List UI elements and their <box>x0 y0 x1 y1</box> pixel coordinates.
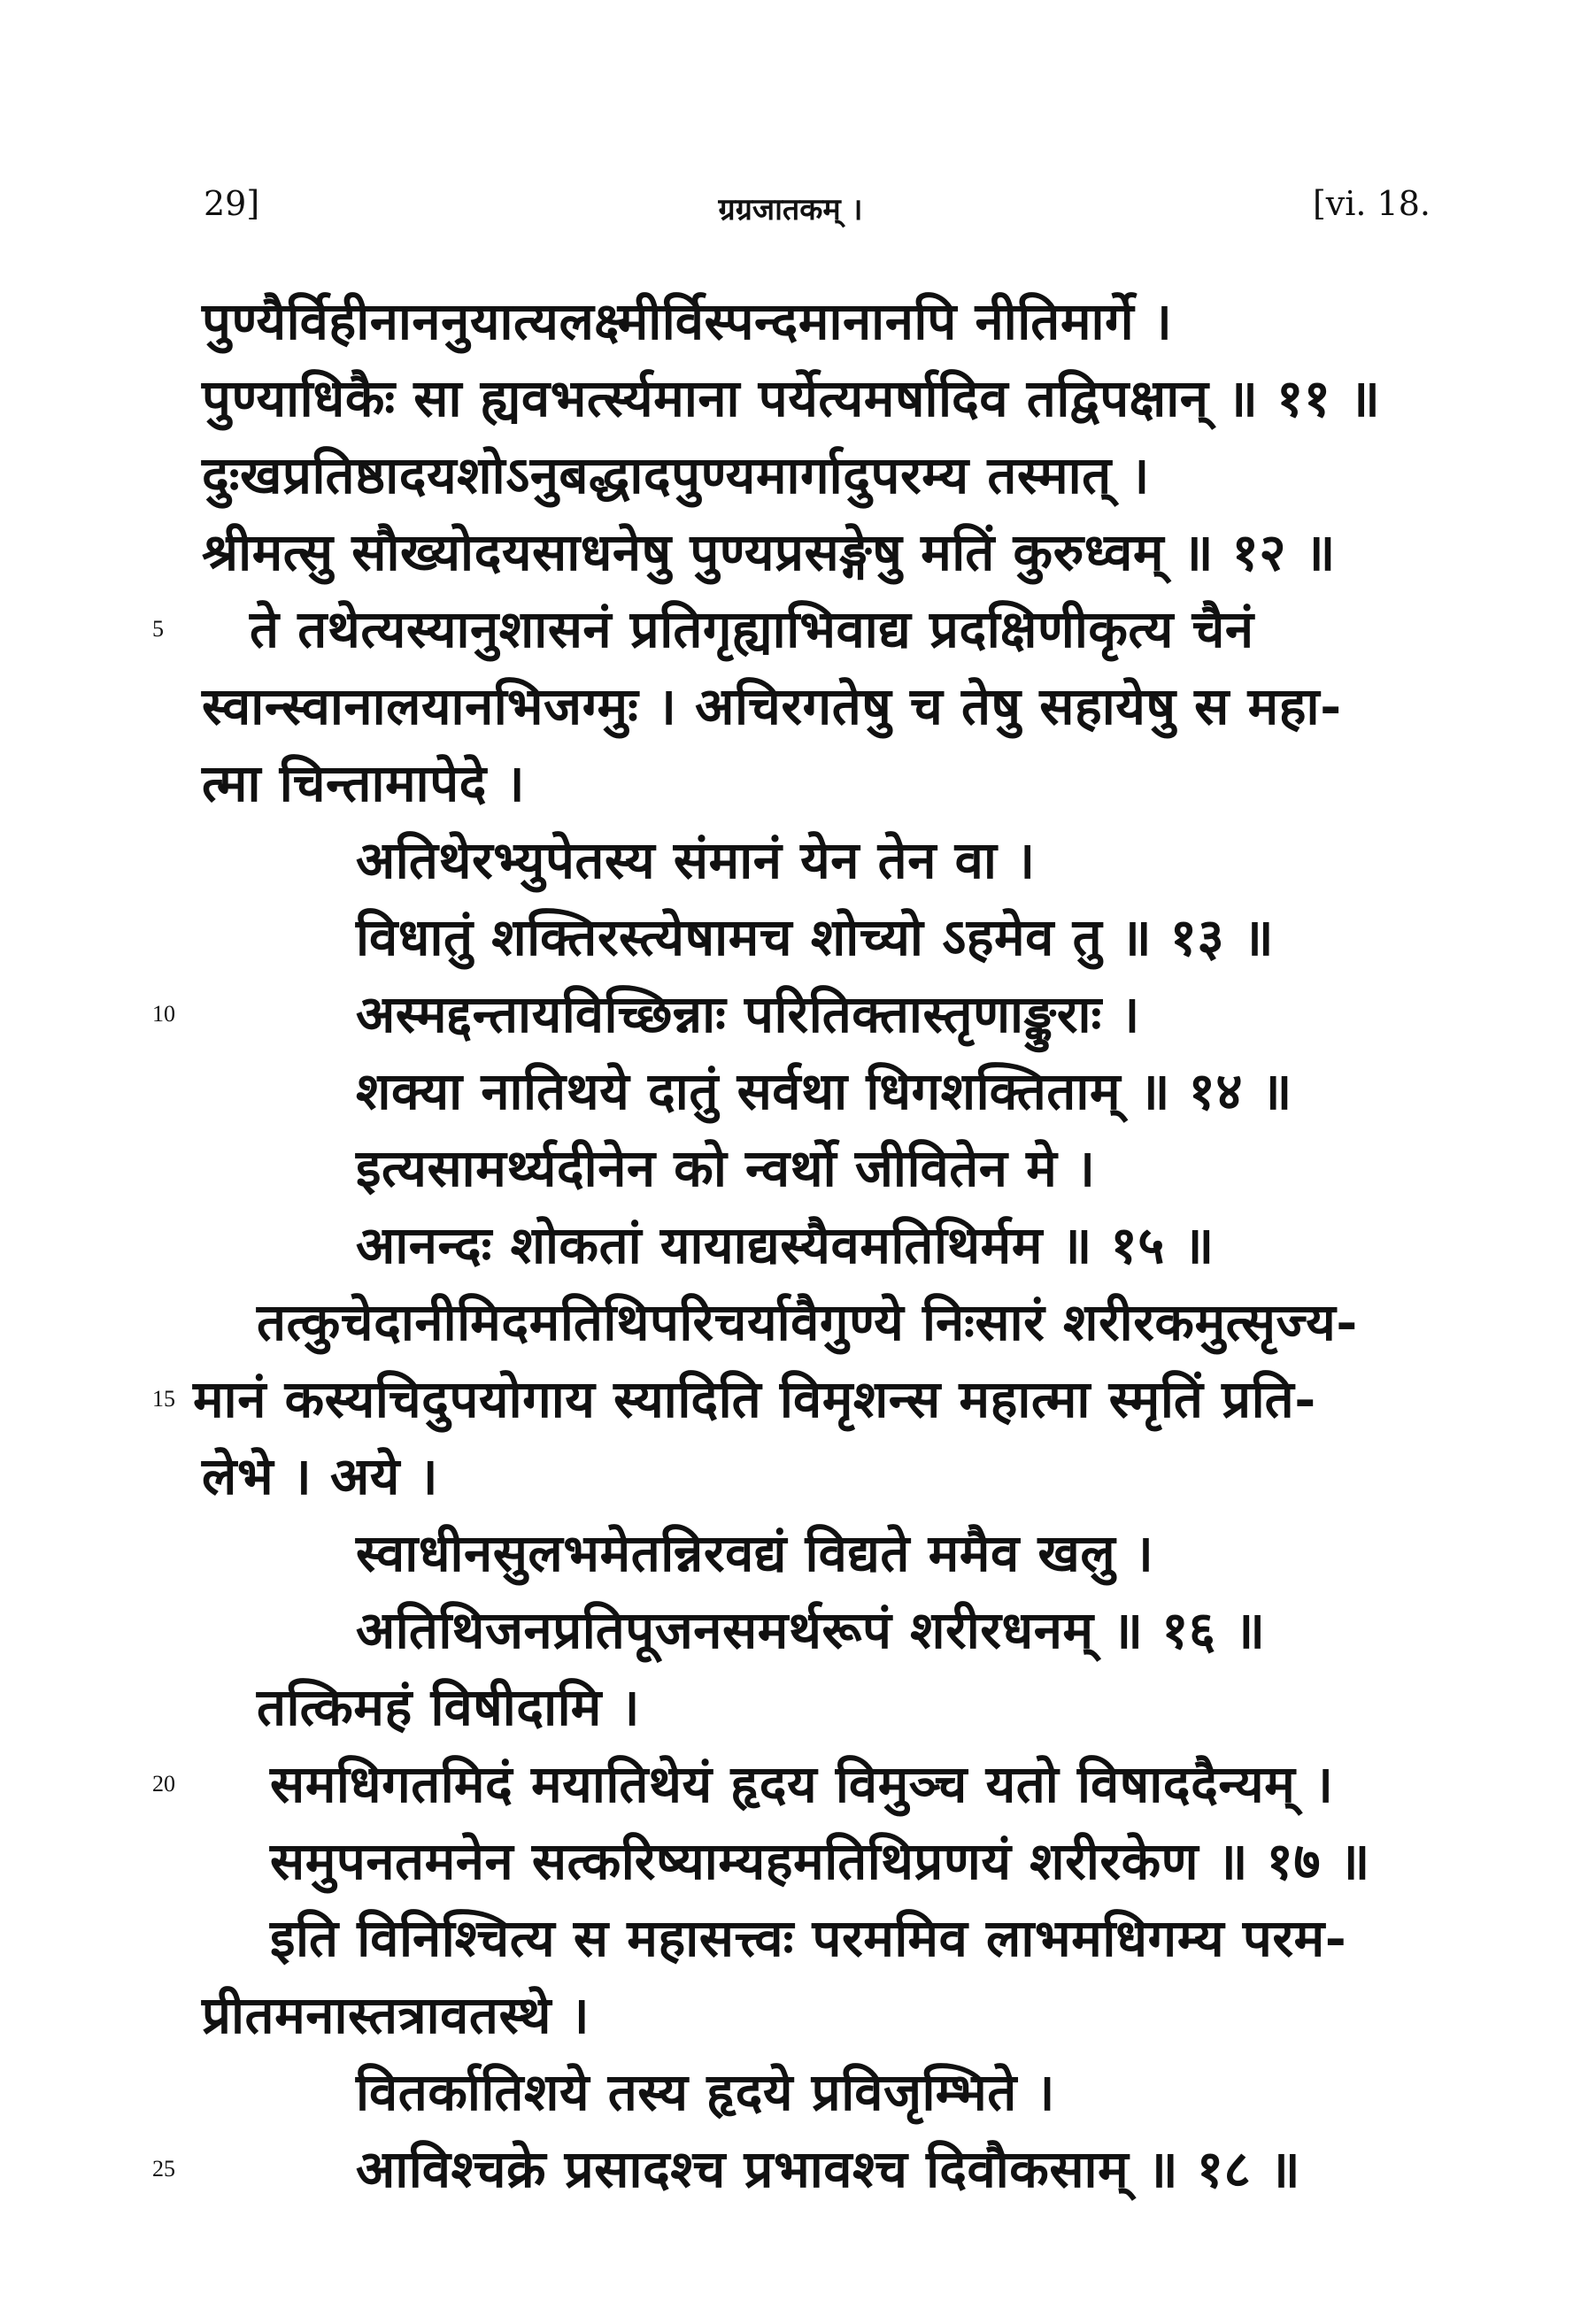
prose-line: तत्किमहं विषीदामि । <box>257 1677 640 1737</box>
prose-line: त्मा चिन्तामापेदे । <box>202 753 526 813</box>
prose-line: प्रीतमनास्तत्रावतस्थे । <box>202 1985 590 2045</box>
verse-line: शक्या नातिथये दातुं सर्वथा धिगशक्तिताम् ॥ १४ ॥ <box>356 1061 1292 1121</box>
line-number: 25 <box>152 2156 175 2182</box>
line-number: 20 <box>152 1771 175 1797</box>
running-title: ग्रग्रजातकम् । <box>718 192 863 227</box>
prose-line: इति विनिश्चित्य स महासत्त्वः परममिव लाभमधिगम्य परम- <box>270 1908 1347 1968</box>
verse-line: दुःखप्रतिष्ठादयशोऽनुबद्धादपुण्यमार्गादुपरम्य तस्मात् । <box>202 445 1150 505</box>
prose-line: ते तथेत्यस्यानुशासनं प्रतिगृह्याभिवाद्य प्रदक्षिणीकृत्य चैनं <box>250 599 1254 659</box>
verse-line: श्रीमत्सु सौख्योदयसाधनेषु पुण्यप्रसङ्गेषु मतिं कुरुध्वम् ॥ १२ ॥ <box>202 522 1336 582</box>
verse-line: आनन्दः शोकतां यायाद्यस्यैवमतिथिर्मम ॥ १५ ॥ <box>356 1215 1215 1275</box>
verse-line: अतिथेरभ्युपेतस्य संमानं येन तेन वा । <box>356 830 1036 890</box>
verse-line: वितर्कातिशये तस्य हृदये प्रविजृम्भिते । <box>356 2062 1055 2122</box>
verse-line: विधातुं शक्तिरस्त्येषामच शोच्यो ऽहमेव तु ॥ १३ ॥ <box>356 907 1275 967</box>
verse-line: पुण्यैर्विहीनाननुयात्यलक्ष्मीर्विस्पन्दमानानपि नीतिमार्गे । <box>202 291 1173 351</box>
prose-line: तत्कुचेदानीमिदमतिथिपरिचर्यावैगुण्ये निःसारं शरीरकमुत्सृज्य- <box>257 1292 1358 1352</box>
page-number: 29] <box>204 184 260 223</box>
line-number: 10 <box>152 1001 175 1027</box>
verse-line: स्वाधीनसुलभमेतन्निरवद्यं विद्यते ममैव खलु । <box>356 1523 1154 1583</box>
verse-line: अस्मद्दन्तायविच्छिन्नाः परितिक्तास्तृणाङ्कुराः । <box>356 984 1140 1044</box>
verse-line: समधिगतमिदं मयातिथेयं हृदय विमुञ्च यतो विषाददैन्यम् । <box>270 1754 1334 1814</box>
verse-line: पुण्याधिकैः सा ह्यवभर्त्स्यमाना पर्येत्यमर्षादिव तद्विपक्षान् ॥ ११ ॥ <box>202 368 1381 428</box>
verse-line: अतिथिजनप्रतिपूजनसमर्थरूपं शरीरधनम् ॥ १६ ॥ <box>356 1600 1266 1660</box>
line-number: 5 <box>152 616 164 642</box>
page-header <box>0 184 1581 237</box>
line-number: 15 <box>152 1386 175 1412</box>
verse-line: समुपनतमनेन सत्करिष्याम्यहमतिथिप्रणयं शरीरकेण ॥ १७ ॥ <box>270 1831 1370 1891</box>
prose-line: मानं कस्यचिदुपयोगाय स्यादिति विमृशन्स महात्मा स्मृतिं प्रति- <box>193 1369 1316 1429</box>
prose-line: लेभे । अये । <box>202 1446 439 1506</box>
prose-line: स्वान्स्वानालयानभिजग्मुः । अचिरगतेषु च तेषु सहायेषु स महा- <box>202 676 1342 736</box>
section-reference: [vi. 18. <box>1312 184 1431 223</box>
verse-line: आविश्चक्रे प्रसादश्च प्रभावश्च दिवौकसाम् ॥ १८ ॥ <box>356 2139 1301 2199</box>
verse-line: इत्यसामर्थ्यदीनेन को न्वर्थो जीवितेन मे । <box>356 1138 1096 1198</box>
